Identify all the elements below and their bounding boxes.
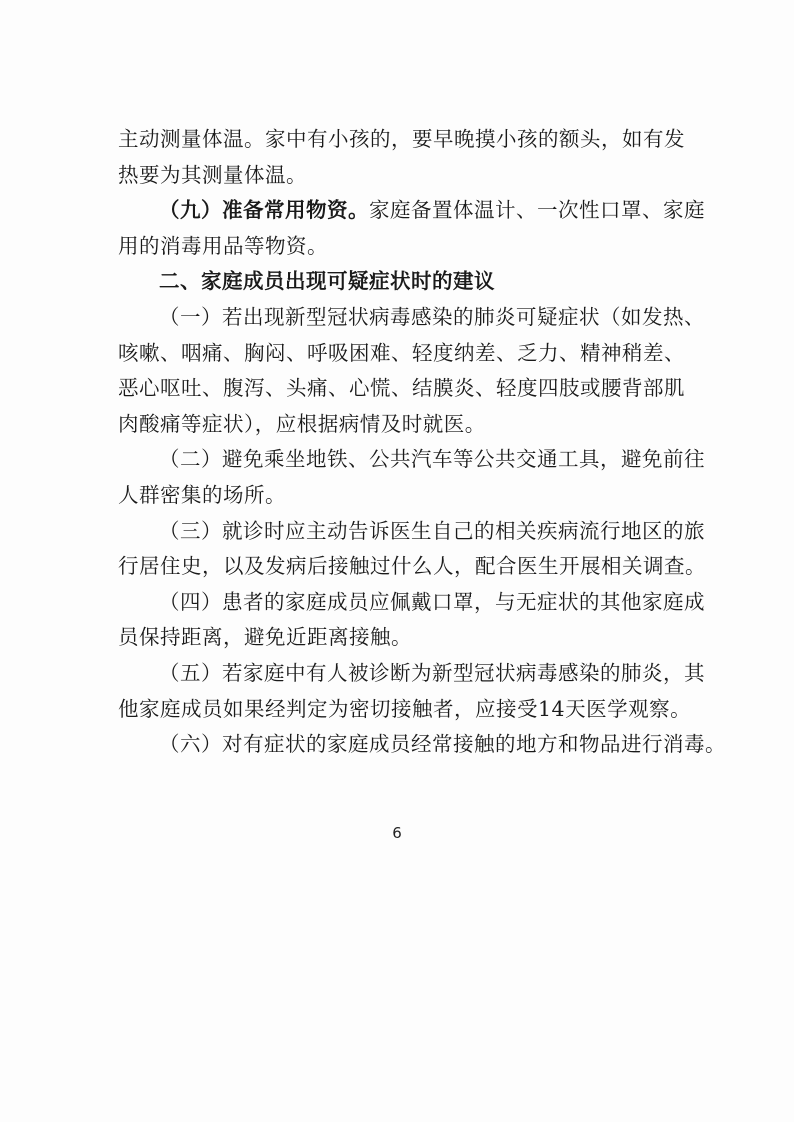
text-line: 热要为其测量体温。 [118,162,307,187]
text-line [118,193,705,229]
text-line: （三）就诊时应主动告诉医生自己的相关疾病流行地区的旅 [159,518,705,543]
text-line: 咳嗽、咽痛、胸闷、呼吸困难、轻度纳差、乏力、精神稍差、 [118,340,685,365]
section-title: （九）准备常用物资。 [159,198,369,223]
text-line: 行居住史，以及发病后接触过什么人，配合医生开展相关调查。 [118,554,706,579]
text-line: （四）患者的家庭成员应佩戴口罩，与无症状的其他家庭成 [159,589,705,614]
section-heading: 二、家庭成员出现可疑症状时的建议 [159,269,495,294]
text-line: 员保持距离，避免近距离接触。 [118,625,412,650]
document-body [118,122,726,763]
text-line: 恶心呕吐、腹泻、头痛、心慌、结膜炎、轻度四肢或腰背部肌 [118,376,685,401]
text-line: 人群密集的场所。 [118,482,286,507]
text-line: （二）避免乘坐地铁、公共汽车等公共交通工具，避免前往 [159,447,705,472]
text-line: （一）若出现新型冠状病毒感染的肺炎可疑症状（如发热、 [159,304,705,329]
text-line: 肉酸痛等症状），应根据病情及时就医。 [118,411,486,436]
text-line: 他家庭成员如果经判定为密切接触者，应接受14天医学观察。 [118,696,692,721]
text-line: （六）对有症状的家庭成员经常接触的地方和物品进行消毒。 [159,732,726,757]
text-line: （五）若家庭中有人被诊断为新型冠状病毒感染的肺炎，其 [159,660,705,685]
page-number: 6 [392,824,402,842]
text-line: 主动测量体温。家中有小孩的，要早晚摸小孩的额头，如有发 [118,127,685,151]
text-line: 用的消毒用品等物资。 [118,233,328,258]
section-text: 家庭备置体温计、一次性口罩、家庭 [369,198,705,223]
